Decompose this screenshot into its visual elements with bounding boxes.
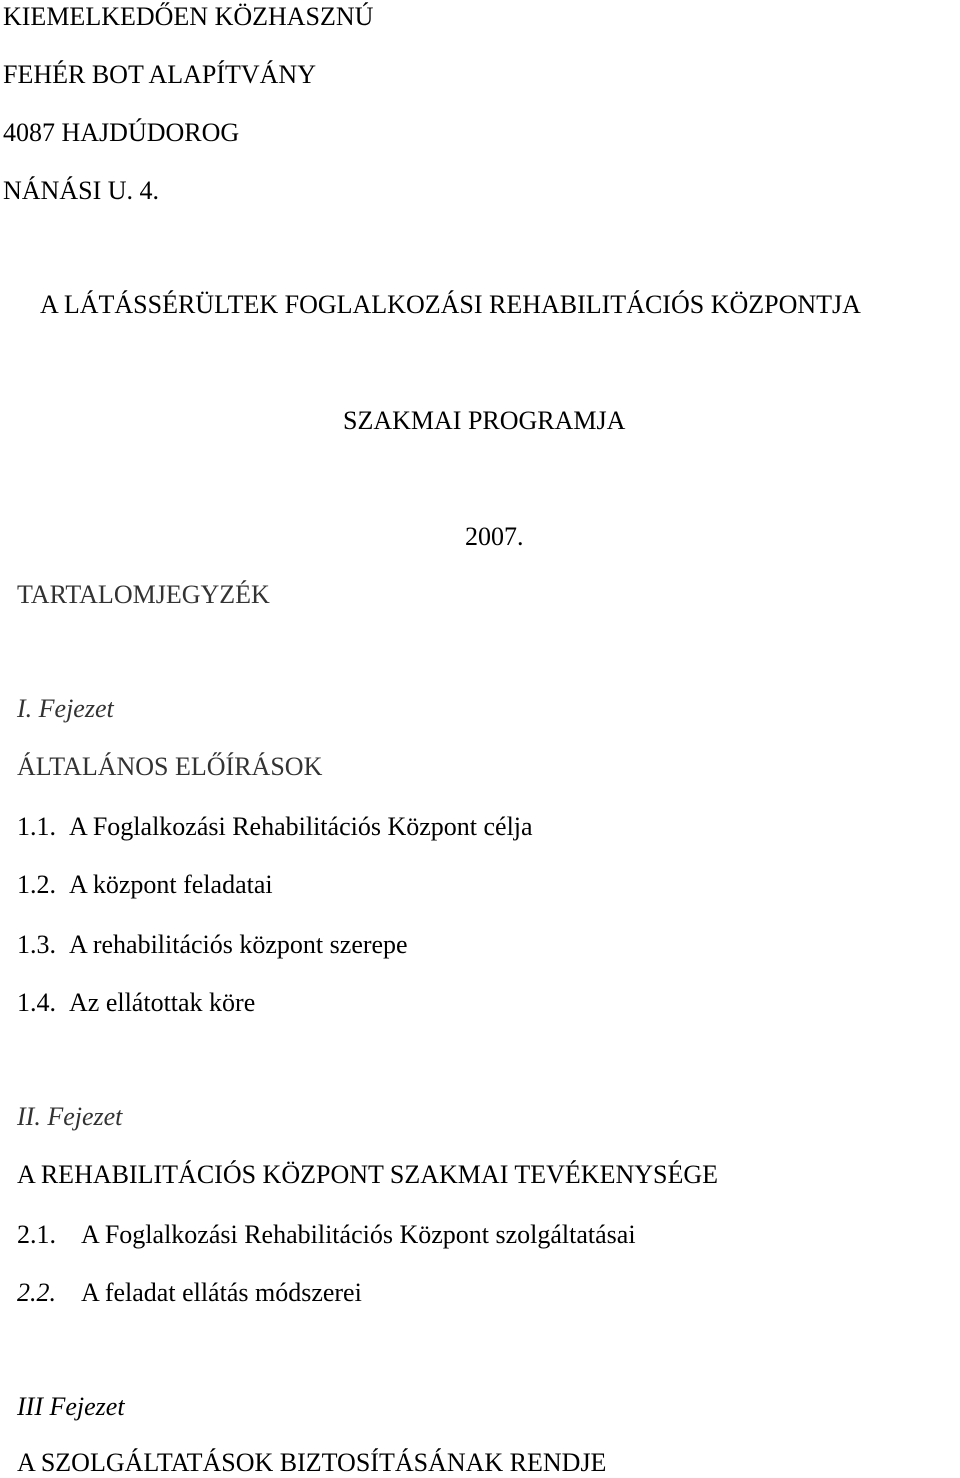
toc-item (17, 812, 533, 842)
document-subtitle: SZAKMAI PROGRAMJA (343, 406, 626, 435)
document-title: A LÁTÁSSÉRÜLTEK FOGLALKOZÁSI REHABILITÁCIÓS KÖZPONTJA (40, 290, 861, 319)
toc-item-number: 1.4. (17, 988, 56, 1017)
chapter-3-title: A SZOLGÁLTATÁSOK BIZTOSÍTÁSÁNAK RENDJE (17, 1448, 607, 1477)
toc-item (17, 870, 273, 900)
toc-item-number: 1.2. (17, 870, 56, 899)
chapter-2-label: II. Fejezet (17, 1102, 123, 1131)
chapter-3-label: III Fejezet (17, 1392, 125, 1421)
toc-item-number: 1.3. (17, 930, 56, 959)
toc-item (17, 1278, 362, 1308)
toc-heading: TARTALOMJEGYZÉK (17, 580, 270, 609)
toc-item-text: A rehabilitációs központ szerepe (69, 930, 408, 959)
toc-item-text: A központ feladatai (69, 870, 273, 899)
toc-item-text: A Foglalkozási Rehabilitációs Központ célja (69, 812, 533, 841)
org-name-line1: KIEMELKEDŐEN KÖZHASZNÚ (3, 2, 374, 31)
toc-item (17, 1220, 636, 1250)
toc-item-text: A feladat ellátás módszerei (81, 1278, 362, 1307)
toc-item-number: 1.1. (17, 812, 56, 841)
toc-item (17, 988, 255, 1018)
toc-item-text: Az ellátottak köre (69, 988, 256, 1017)
chapter-1-title: ÁLTALÁNOS ELŐÍRÁSOK (17, 752, 323, 781)
chapter-1-label: I. Fejezet (17, 694, 114, 723)
address-line1: 4087 HAJDÚDOROG (3, 118, 240, 147)
toc-item-text: A Foglalkozási Rehabilitációs Központ szolgáltatásai (81, 1220, 636, 1249)
document-year: 2007. (465, 522, 524, 551)
chapter-2-title: A REHABILITÁCIÓS KÖZPONT SZAKMAI TEVÉKENYSÉGE (17, 1160, 719, 1189)
toc-item-number: 2.2. (17, 1278, 56, 1307)
toc-item-number: 2.1. (17, 1220, 56, 1249)
toc-item (17, 930, 408, 960)
address-line2: NÁNÁSI U. 4. (3, 176, 159, 205)
org-name-line2: FEHÉR BOT ALAPÍTVÁNY (3, 60, 316, 89)
